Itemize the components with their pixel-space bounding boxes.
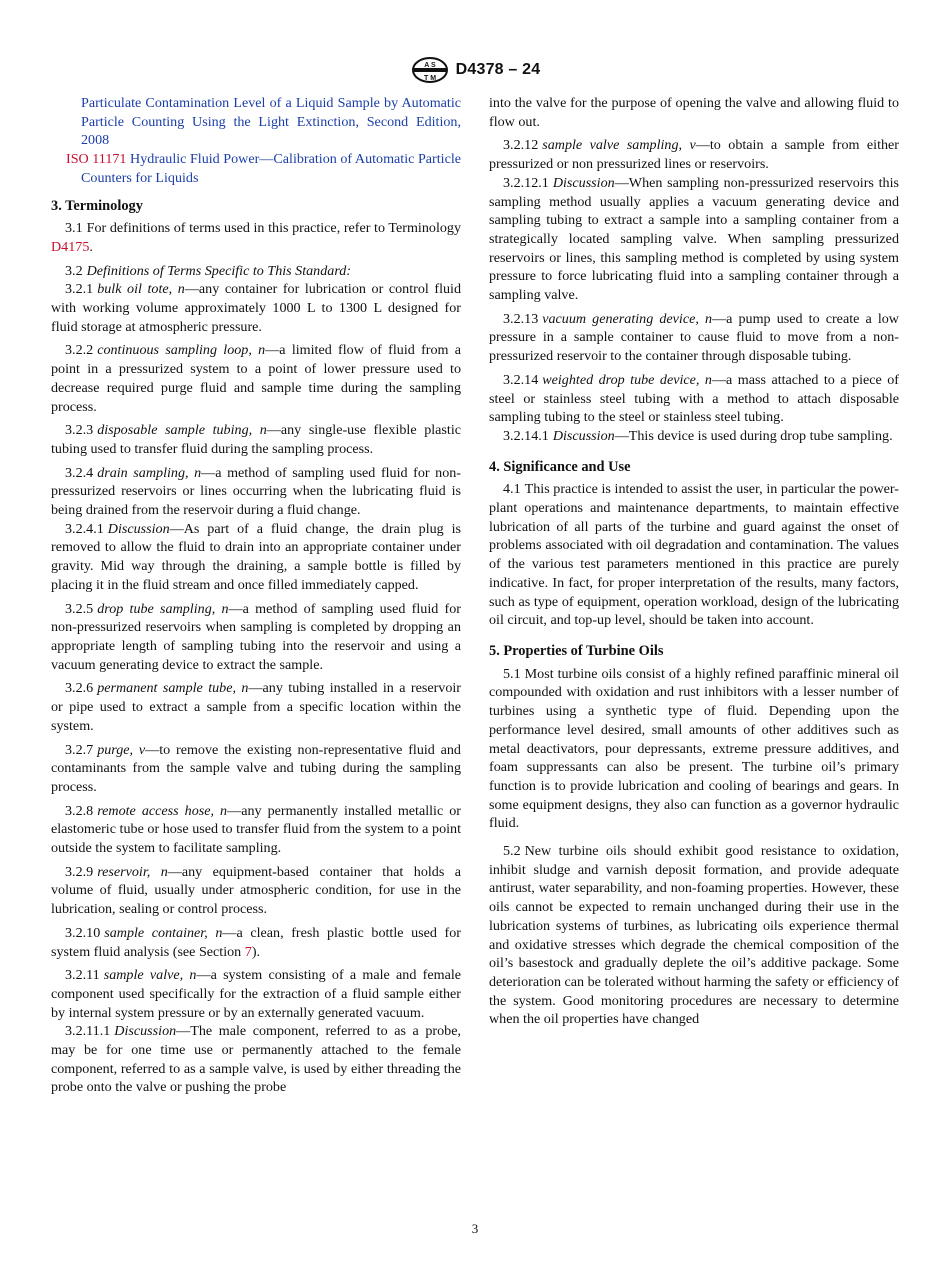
page-number: 3: [471, 1221, 479, 1236]
section-4-heading: 4. Significance and Use: [489, 458, 631, 475]
page-header: [0, 56, 950, 84]
para-3-2: 3.2 Definitions of Terms Specific to This Standard:: [65, 262, 352, 279]
para-3-2-14: 3.2.14 weighted drop tube device, n—a mass attached to a piece of steel or stainless steel tubing with a method to attach disposable sampling tubing to the steel or stainless steel tubing.: [489, 371, 899, 426]
svg-text:A S: A S: [423, 62, 436, 69]
para-3-2-1: 3.2.1 bulk oil tote, n—any container for lubrication or control fluid with working volume approximately 1000 L to 1300 L designed for fluid storage at atmospheric pressure.: [51, 281, 461, 335]
right-column: [489, 94, 899, 1029]
para-3-2-12-1: 3.2.12.1 Discussion—When sampling non-pressurized reservoirs this sampling method usually applies a vacuum generating device and sampling tubing to extract a sample into a sampling container from a strategically located sampling valve. When sampling pressurized reservoirs or lines, this sampling method is completed by using system pressure to force lubricating fluid into a sampling container through a sampling valve.: [489, 174, 899, 304]
link-section-7[interactable]: 7: [244, 943, 252, 960]
para-3-2-14-1: 3.2.14.1 Discussion—This device is used during drop tube sampling.: [503, 427, 893, 444]
iso-title: Hydraulic Fluid Power—Calibration of Automatic Particle Counters for Liquids: [81, 151, 462, 186]
reference-iso-11171: [51, 150, 461, 187]
document-id: D4378 – 24: [455, 61, 541, 78]
left-column: [51, 94, 461, 1097]
para-3-2-11-1: 3.2.11.1 Discussion—The male component, referred to as a probe, may be for one time use or permanently attached to the female component, referred to as a sample valve, is used by either threading the probe onto the valve or pushing the probe: [51, 1023, 461, 1096]
para-5-1: 5.1 Most turbine oils consist of a highly refined paraffinic mineral oil compounded with oxidation and rust inhibitors with a lesser number of turbines using a synthetic type of fluid. Depending upon the performance level desired, small amounts of other additives such as metal deactivators, pour depressants, extreme pressure additives, and foam suppressants can also be present. The turbine oil’s primary function is to provide lubrication and cooling of bearings and gears. In some equipment designs, they also can function as a governor hydraulic fluid.: [489, 665, 899, 832]
para-3-1: 3.1 For definitions of terms used in this practice, refer to Terminology D4175.: [51, 220, 461, 255]
para-3-2-12: 3.2.12 sample valve sampling, v—to obtain a sample from either pressurized or non pressurized lines or reservoirs.: [489, 137, 899, 173]
para-3-2-4: 3.2.4 drain sampling, n—a method of sampling used fluid for non-pressurized reservoirs or lines occurring when the lubricating fluid is being drained from the reservoir during a fluid change.: [51, 464, 461, 519]
astm-logo-icon: [410, 56, 450, 84]
link-d4175[interactable]: D4175: [51, 238, 90, 255]
para-3-2-13: 3.2.13 vacuum generating device, n—a pump used to create a low pressure in a sample container to cause fluid to move from a non-pressurized reservoir to the container through disposable tubing.: [489, 310, 899, 365]
section-5-heading: 5. Properties of Turbine Oils: [489, 642, 664, 659]
para-3-2-11-1-continued: into the valve for the purpose of opening the valve and allowing fluid to flow out.: [489, 95, 899, 130]
para-3-2-3: 3.2.3 disposable sample tubing, n—any single-use flexible plastic tubing used to transfer fluid during the sampling process.: [51, 422, 461, 457]
section-3-heading: 3. Terminology: [51, 197, 143, 214]
iso-code[interactable]: ISO 11171: [66, 151, 127, 168]
para-3-2-10: 3.2.10 sample container, n—a clean, fresh plastic bottle used for system fluid analysis (see Section 7).: [51, 924, 461, 960]
para-3-2-2: 3.2.2 continuous sampling loop, n—a limited flow of fluid from a point in a pressurized system to a point of lower pressure used to decrease required purge fluid and sample time during the sampling process.: [51, 342, 462, 415]
svg-text:T M: T M: [423, 75, 436, 82]
para-3-2-8: 3.2.8 remote access hose, n—any permanently installed metallic or elastomeric tube or hose used to transfer fluid from the system to a point outside the system to facilitate sampling.: [51, 802, 461, 857]
para-4-1: 4.1 This practice is intended to assist the user, in particular the power-plant operations and maintenance departments, to maintain effective lubrication of all parts of the turbine and guard against the onset of problems associated with oil degradation and contamination. The values of the various test parameters mentioned in this practice are purely indicative. In fact, for proper interpretation of the results, many factors, such as type of equipment, operation workload, design of the lubricating oil circuit, and top-up level, should be taken into account.: [489, 481, 899, 629]
para-3-2-5: 3.2.5 drop tube sampling, n—a method of sampling used fluid for non-pressurized reservoirs when sampling is completed by dropping an appropriate length of sampling tubing into the reservoir and using a vacuum generating device to extract the sample.: [51, 600, 461, 673]
para-3-2-6: 3.2.6 permanent sample tube, n—any tubing installed in a reservoir or pipe used to extract a sample from a specific location within the system.: [51, 680, 461, 734]
para-5-2: 5.2 New turbine oils should exhibit good resistance to oxidation, inhibit sludge and varnish deposit formation, and provide adequate antirust, water separability, and non-foaming properties. However, these oils cannot be expected to remain unchanged during their use in the lubrication systems of turbines, as lubricating oils experience thermal and oxidative stresses which degrade the chemical composition of the oil’s basestock and gradually deplete the oil’s additive package. Some deterioration can be tolerated without harming the safety or efficiency of the system. Good monitoring procedures are necessary to determine when the oil properties have changed: [489, 843, 899, 1028]
para-3-2-4-1: 3.2.4.1 Discussion—As part of a fluid change, the drain plug is removed to allow the fluid to drain into an appropriate container under gravity. Mid way through the draining, a sample bottle is filled by placing it in the fluid stream and once filled immediately capped.: [51, 520, 461, 593]
reference-continuation: Particulate Contamination Level of a Liquid Sample by Automatic Particle Counting Using the Light Extinction, Second Edition, 2008: [81, 95, 461, 149]
para-3-2-11: 3.2.11 sample valve, n—a system consisting of a male and female component used specifically for the extraction of a fluid sample either by internal system pressure or by an externally generated vacuum.: [51, 967, 461, 1021]
para-3-2-9: 3.2.9 reservoir, n—any equipment-based container that holds a volume of fluid, usually under atmospheric condition, for use in the lubrication, sealing or control process.: [51, 863, 461, 918]
para-3-2-7: 3.2.7 purge, v—to remove the existing non-representative fluid and contaminants from the sample valve and tubing during the sampling process.: [51, 741, 461, 795]
